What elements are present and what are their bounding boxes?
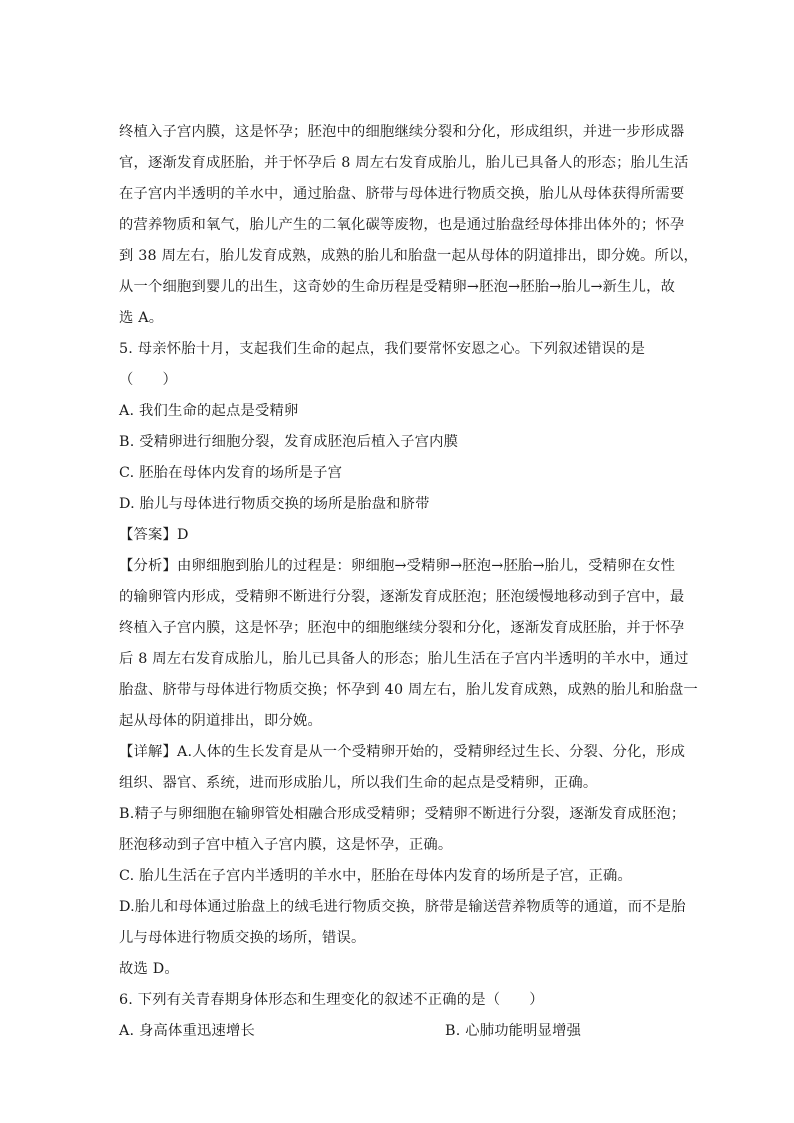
detail-line: C. 胎儿生活在子宫内半透明的羊水中，胚胎在母体内发育的场所是子宫，正确。 bbox=[119, 868, 633, 884]
option-a: A. 我们生命的起点是受精卵 bbox=[119, 403, 299, 419]
options-row bbox=[119, 1016, 679, 1047]
answer-line: 【答案】D bbox=[119, 527, 189, 543]
text-line: 官，逐渐发育成胚胎，并于怀孕后 8 周左右发育成胎儿，胎儿已具备人的形态；胎儿生活 bbox=[119, 155, 689, 171]
option-d: D. 胎儿与母体进行物质交换的场所是胎盘和脐带 bbox=[119, 496, 430, 512]
analysis-line: 的输卵管内形成，受精卵不断进行分裂，逐渐发育成胚泡；胚泡缓慢地移动到子宫中，最 bbox=[119, 589, 685, 605]
previous-explanation bbox=[119, 117, 698, 334]
detail-line: 胚泡移动到子宫中植入子宫内膜，这是怀孕，正确。 bbox=[119, 837, 453, 853]
question-stem: 5. 母亲怀胎十月，支起我们生命的起点，我们要常怀安恩之心。下列叙述错误的是 bbox=[119, 341, 646, 357]
analysis-line: 终植入子宫内膜，这是怀孕；胚泡中的细胞继续分裂和分化，逐渐发育成胚胎，并于怀孕 bbox=[119, 620, 685, 636]
detail-line: B.精子与卵细胞在输卵管处相融合形成受精卵；受精卵不断进行分裂，逐渐发育成胚泡； bbox=[119, 806, 686, 822]
analysis-line: 【分析】由卵细胞到胎儿的过程是：卵细胞→受精卵→胚泡→胚胎→胎儿，受精卵在女性 bbox=[119, 558, 676, 574]
text-line: 的营养物质和氧气，胎儿产生的二氧化碳等废物，也是通过胎盘经母体排出体外的；怀孕 bbox=[119, 217, 685, 233]
text-line: 终植入子宫内膜，这是怀孕；胚泡中的细胞继续分裂和分化，形成组织，并进一步形成器 bbox=[119, 124, 685, 140]
option-b: B. 心肺功能明显增强 bbox=[445, 1023, 582, 1039]
option-b: B. 受精卵进行细胞分裂，发育成胚泡后植入子宫内膜 bbox=[119, 434, 459, 450]
detail-line: 儿与母体进行物质交换的场所，错误。 bbox=[119, 930, 366, 946]
text-line: 到 38 周左右，胎儿发育成熟，成熟的胎儿和胎盘一起从母体的阴道排出，即分娩。所以， bbox=[119, 248, 698, 264]
detail-line: 组织、器官、系统，进而形成胎儿，所以我们生命的起点是受精卵，正确。 bbox=[119, 775, 598, 791]
question-stem: 6. 下列有关青春期身体形态和生理变化的叙述不正确的是（ ） bbox=[119, 992, 544, 1008]
analysis-section bbox=[119, 551, 698, 737]
option-c: C. 胚胎在母体内发育的场所是子宫 bbox=[119, 465, 343, 481]
question-5 bbox=[119, 334, 698, 985]
analysis-line: 胎盘、脐带与母体进行物质交换；怀孕到 40 周左右，胎儿发育成熟，成熟的胎儿和胎盘一 bbox=[119, 682, 698, 698]
analysis-line: 后 8 周左右发育成胎儿，胎儿已具备人的形态；胎儿生活在子宫内半透明的羊水中，通过 bbox=[119, 651, 689, 667]
detail-line: D.胎儿和母体通过胎盘上的绒毛进行物质交换，脐带是输送营养物质等的通道，而不是胎 bbox=[119, 899, 686, 915]
text-line: 选 A。 bbox=[119, 310, 164, 326]
detail-line: 【详解】A.人体的生长发育是从一个受精卵开始的，受精卵经过生长、分裂、分化，形成 bbox=[119, 744, 686, 760]
document-body bbox=[119, 117, 698, 1047]
text-line: 从一个细胞到婴儿的出生，这奇妙的生命历程是受精卵→胚泡→胚胎→胎儿→新生儿，故 bbox=[119, 279, 676, 295]
answer-blank: （ ） bbox=[119, 372, 177, 388]
detail-section bbox=[119, 737, 686, 985]
option-a: A. 身高体重迅速增长 bbox=[119, 1023, 255, 1039]
detail-line: 故选 D。 bbox=[119, 961, 179, 977]
question-6 bbox=[119, 985, 679, 1047]
analysis-line: 起从母体的阴道排出，即分娩。 bbox=[119, 713, 322, 729]
text-line: 在子宫内半透明的羊水中，通过胎盘、脐带与母体进行物质交换，胎儿从母体获得所需要 bbox=[119, 186, 685, 202]
